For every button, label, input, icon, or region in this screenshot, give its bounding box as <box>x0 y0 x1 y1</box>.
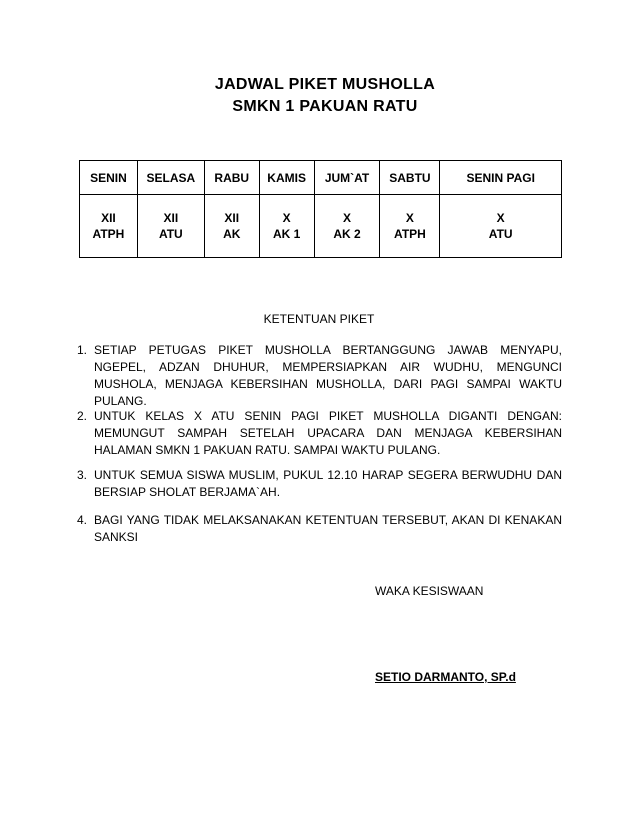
class-grade: X <box>343 211 352 225</box>
rules-heading-text: KETENTUAN PIKET <box>263 312 375 326</box>
class-major: AK 2 <box>333 227 361 241</box>
class-major: ATU <box>158 227 183 241</box>
rules-heading <box>0 312 638 326</box>
class-grade: XII <box>163 211 179 225</box>
day-header-senin: SENIN <box>80 161 138 195</box>
class-grade: X <box>405 211 414 225</box>
day-header-sabtu: SABTU <box>380 161 440 195</box>
signatory-title: WAKA KESISWAAN <box>375 584 484 598</box>
schedule-table <box>79 160 562 258</box>
class-grade: XII <box>224 211 240 225</box>
class-cell-rabu <box>204 195 259 258</box>
signatory-name: SETIO DARMANTO, SP.d <box>375 670 516 684</box>
class-grade: X <box>282 211 291 225</box>
rule-text: UNTUK KELAS X ATU SENIN PAGI PIKET MUSHOLLA DIGANTI DENGAN: MEMUNGUT SAMPAH SETELAH UPACARA DAN MENJAGA KEBERSIHAN HALAMAN SMKN 1 PAKUAN RATU. SAMPAI WAKTU PULANG. <box>94 409 562 457</box>
rule-number: 1. <box>77 343 88 357</box>
class-cell-jumat <box>314 195 380 258</box>
rule-item-4 <box>77 512 562 546</box>
class-major: ATPH <box>92 227 125 241</box>
rule-item-1 <box>77 342 562 410</box>
day-header-rabu: RABU <box>204 161 259 195</box>
rule-number: 3. <box>77 468 88 482</box>
document-title: JADWAL PIKET MUSHOLLA <box>214 76 436 93</box>
schedule-header-row <box>80 161 562 195</box>
class-major: AK <box>223 227 241 241</box>
class-grade: XII <box>101 211 116 225</box>
class-cell-senin-pagi <box>440 195 562 258</box>
class-cell-selasa <box>137 195 204 258</box>
school-name: SMKN 1 PAKUAN RATU <box>232 98 418 115</box>
rule-item-2 <box>77 408 562 459</box>
rule-text: UNTUK SEMUA SISWA MUSLIM, PUKUL 12.10 HARAP SEGERA BERWUDHU DAN BERSIAP SHOLAT BERJAMA`AH. <box>94 468 562 499</box>
rule-number: 2. <box>77 409 88 423</box>
class-major: AK 1 <box>272 227 301 241</box>
rule-text: BAGI YANG TIDAK MELAKSANAKAN KETENTUAN TERSEBUT, AKAN DI KENAKAN SANKSI <box>94 513 562 544</box>
rule-item-3 <box>77 467 562 501</box>
class-grade: X <box>496 211 505 225</box>
class-cell-sabtu <box>380 195 440 258</box>
rule-text: SETIAP PETUGAS PIKET MUSHOLLA BERTANGGUNG JAWAB MENYAPU, NGEPEL, ADZAN DHUHUR, MEMPERSIAPKAN AIR WUDHU, MENGUNCI MUSHOLA, MENJAGA KEBERSIHAN MUSHOLLA, DARI PAGI SAMPAI WAKTU PULANG. <box>94 343 562 408</box>
class-cell-kamis <box>259 195 314 258</box>
day-header-senin-pagi: SENIN PAGI <box>440 161 562 195</box>
schedule-class-row <box>80 195 562 258</box>
day-header-kamis: KAMIS <box>259 161 314 195</box>
rule-number: 4. <box>77 513 88 527</box>
day-header-jumat: JUM`AT <box>314 161 380 195</box>
day-header-selasa: SELASA <box>137 161 204 195</box>
class-major: ATU <box>488 227 513 241</box>
class-cell-senin <box>80 195 138 258</box>
class-major: ATPH <box>394 227 426 241</box>
